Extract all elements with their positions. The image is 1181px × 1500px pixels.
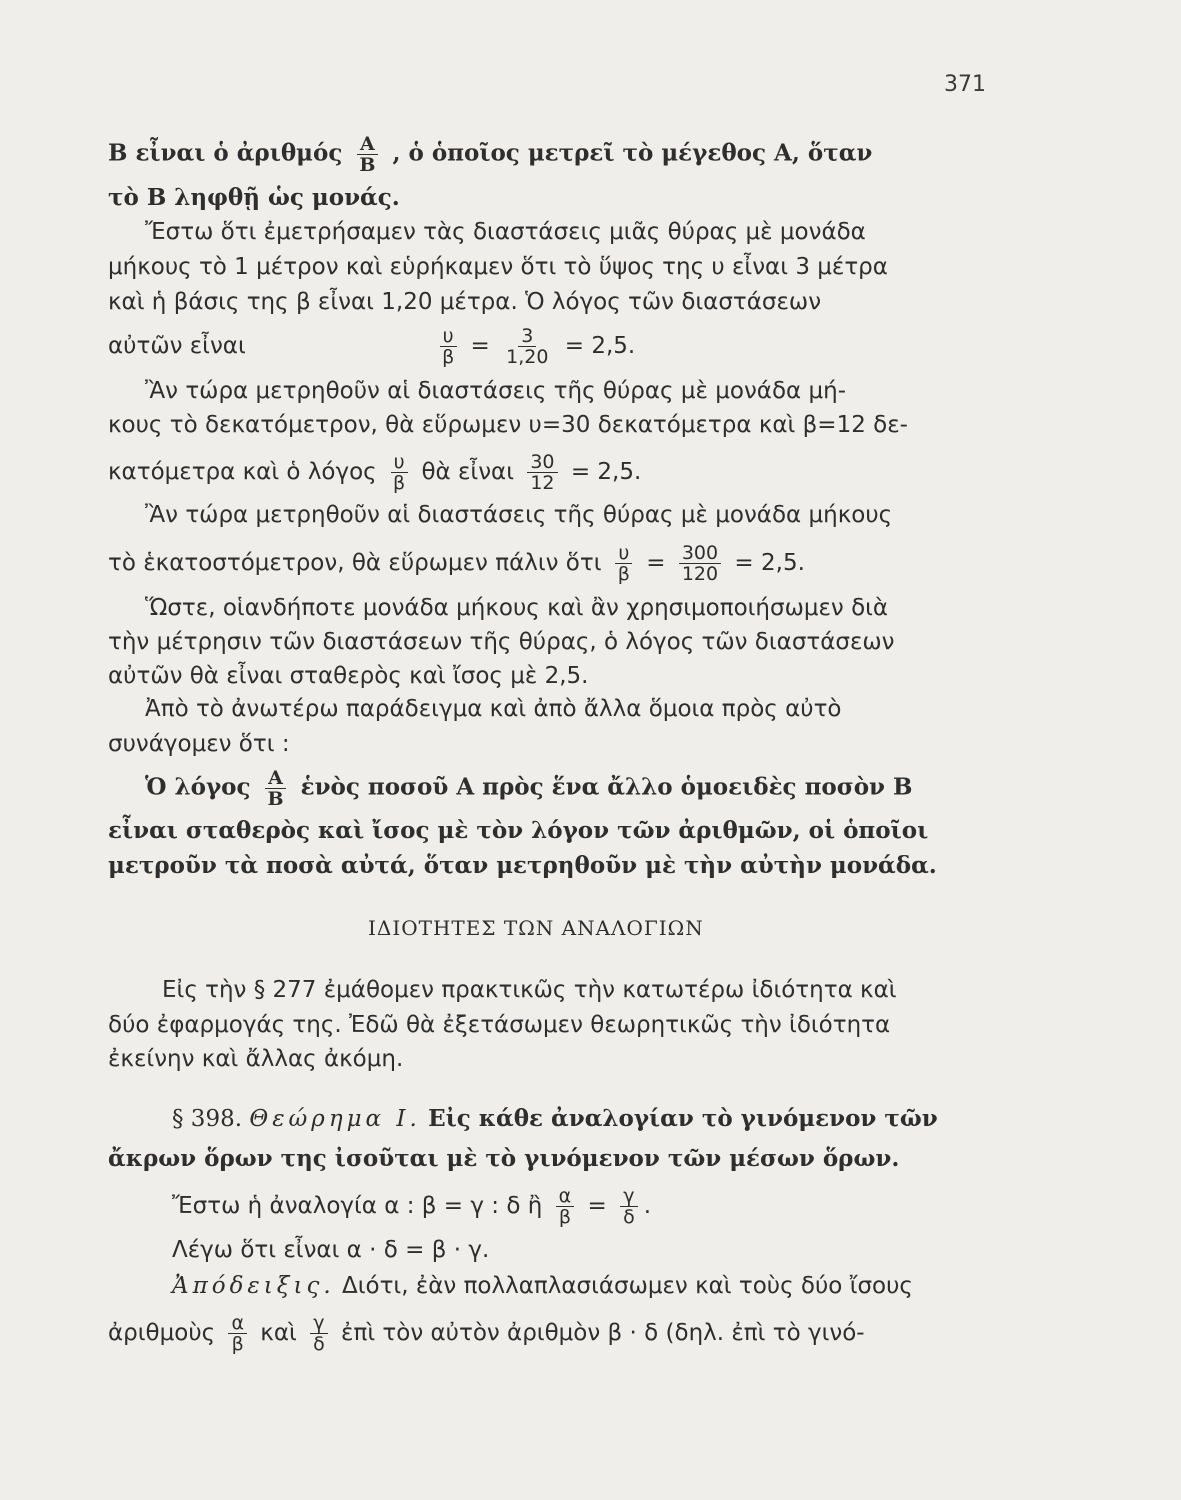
equals-sign: = [470,333,490,359]
fraction-numerator: υ [440,326,457,347]
text-line-6 [108,326,635,367]
text-line-5: καὶ ἡ βάσις της β εἶναι 1,20 μέτρα. Ὁ λόγος τῶν διαστάσεων [108,289,822,315]
text-span: τὸ ἑκατοστόμετρον, θὰ εὕρωμεν πάλιν ὅτι [108,550,602,576]
text-line-9 [108,452,641,493]
text-span: Ἔστω ἡ ἀναλογία α : β = γ : δ ἢ [172,1193,543,1219]
fraction-30-over-12 [527,452,557,493]
fraction-numerator: Α [357,134,378,155]
text-line-13: τὴν μέτρησιν τῶν διαστάσεων τῆς θύρας, ὁ λόγος τῶν διαστάσεων [108,629,895,655]
fraction-numerator: 300 [679,543,721,564]
text-span: = 2,5. [564,333,636,359]
text-span: κατόμετρα καὶ ὁ λόγος [108,459,377,485]
fraction-numerator: υ [391,452,408,473]
text-span: θὰ εἶναι [421,459,515,485]
text-line-20: Εἰς τὴν § 277 ἐμάθομεν πρακτικῶς τὴν κατωτέρω ἰδιότητα καὶ [162,977,897,1003]
text-line-21: δύο ἐφαρμογάς της. Ἐδῶ θὰ ἐξετάσωμεν θεωρητικῶς τὴν ἰδιότητα [108,1012,891,1038]
fraction-denominator: β [442,346,455,368]
text-line-19: μετροῦν τὰ ποσὰ αὐτά, ὅταν μετρηθοῦν μὲ τὴν αὐτὴν μονάδα. [108,852,937,879]
fraction-upsilon-over-beta [390,452,408,493]
fraction-denominator: Β [267,788,284,810]
fraction-upsilon-over-beta [439,326,457,367]
fraction-numerator: γ [310,1313,327,1334]
text-line-28 [108,1313,865,1354]
fraction-gamma-over-delta [620,1186,638,1227]
fraction-denominator: 12 [530,472,555,494]
text-span: Εἰς κάθε ἀναλογίαν τὸ γινόμενον τῶν [428,1105,938,1132]
fraction-denominator: β [617,563,630,585]
equals-sign: = [587,1193,607,1219]
proof-label: Ἀπόδειξις. [172,1273,335,1299]
text-span: Διότι, ἐὰν πολλαπλασιάσωμεν καὶ τοὺς δύο ἴσους [341,1273,913,1299]
text-line-1 [108,134,872,175]
text-line-10: Ἂν τώρα μετρηθοῦν αἱ διαστάσεις τῆς θύρας μὲ μονάδα μήκους [145,502,893,528]
fraction-numerator: Α [265,768,286,789]
fraction-numerator: 30 [527,452,557,473]
equals-sign: = [646,550,666,576]
fraction-alpha-over-beta [228,1313,247,1354]
text-line-17 [145,768,912,809]
fraction-denominator: Β [359,154,376,176]
text-span: ἐπὶ τὸν αὐτὸν ἀριθμὸν β · δ (δηλ. ἐπὶ τὸ γινό- [341,1320,865,1346]
text-line-23 [172,1104,938,1134]
text-line-27 [172,1271,913,1301]
fraction-upsilon-over-beta [615,543,633,584]
text-line-24: ἄκρων ὅρων της ἰσοῦται μὲ τὸ γινόμενον τῶν μέσων ὅρων. [108,1145,900,1172]
fraction-denominator: 120 [681,563,719,585]
fraction-3-over-1-20 [503,326,551,367]
fraction-a-over-b [265,768,287,809]
fraction-numerator: γ [620,1186,637,1207]
text-span: = 2,5. [734,550,805,576]
text-line-16: συνάγομεν ὅτι : [108,731,290,757]
text-span: ἀριθμοὺς [108,1320,216,1346]
fraction-numerator: α [228,1313,247,1334]
fraction-numerator: 3 [518,326,536,347]
fraction-denominator: β [558,1206,571,1228]
fraction-alpha-over-beta [556,1186,575,1227]
section-number: § 398. [172,1106,243,1132]
fraction-denominator: β [393,472,406,494]
text-span: . [643,1193,652,1219]
page-number: 371 [944,72,986,97]
text-line-18: εἶναι σταθερὸς καὶ ἴσος μὲ τὸν λόγον τῶν ἀριθμῶν, οἱ ὁποῖοι [108,817,929,844]
fraction-300-over-120 [679,543,721,584]
text-span: , ὁ ὁποῖος μετρεῖ τὸ μέγεθος Α, ὅταν [392,139,873,167]
text-span: = 2,5. [570,459,642,485]
text-span: ἑνὸς ποσοῦ Α πρὸς ἕνα ἄλλο ὁμοειδὲς ποσὸν Β [300,773,913,801]
text-line-2: τὸ Β ληφθῇ ὡς μονάς. [108,184,400,211]
fraction-numerator: υ [615,543,632,564]
fraction-a-over-b [356,134,378,175]
theorem-label: Θεώρημα Ι. [249,1106,421,1132]
text-line-25 [172,1186,651,1227]
section-heading: ΙΔΙΟΤΗΤΕΣ ΤΩΝ ΑΝΑΛΟΓΙΩΝ [368,916,704,940]
text-span: Ὁ λόγος [145,773,251,801]
text-span: αὐτῶν εἶναι [108,333,246,359]
text-line-22: ἐκείνην καὶ ἄλλας ἀκόμη. [108,1046,404,1072]
text-line-3: Ἔστω ὅτι ἐμετρήσαμεν τὰς διαστάσεις μιᾶς θύρας μὲ μονάδα [145,219,866,245]
fraction-denominator: β [231,1333,244,1355]
text-span: καὶ [260,1320,297,1346]
text-line-11 [108,543,805,584]
text-line-8: κους τὸ δεκατόμετρον, θὰ εὕρωμεν υ=30 δεκατόμετρα καὶ β=12 δε- [108,412,908,438]
text-line-12: Ὥστε, οἱανδήποτε μονάδα μήκους καὶ ἂν χρησιμοποιήσωμεν διὰ [145,595,889,621]
fraction-denominator: δ [313,1333,325,1355]
fraction-denominator: 1,20 [506,346,549,368]
text-line-4: μήκους τὸ 1 μέτρον καὶ εὑρήκαμεν ὅτι τὸ ὕψος της υ εἶναι 3 μέτρα [108,254,888,280]
text-line-14: αὐτῶν θὰ εἶναι σταθερὸς καὶ ἴσος μὲ 2,5. [108,663,589,689]
fraction-gamma-over-delta [310,1313,328,1354]
text-line-26: Λέγω ὅτι εἶναι α · δ = β · γ. [172,1237,490,1263]
text-line-7: Ἂν τώρα μετρηθοῦν αἱ διαστάσεις τῆς θύρας μὲ μονάδα μή- [145,378,847,404]
text-line-15: Ἀπὸ τὸ ἀνωτέρω παράδειγμα καὶ ἀπὸ ἄλλα ὅμοια πρὸς αὐτὸ [145,696,842,722]
fraction-denominator: δ [623,1206,635,1228]
fraction-numerator: α [556,1186,575,1207]
text-span: Β εἶναι ὁ ἀριθμός [108,139,343,167]
